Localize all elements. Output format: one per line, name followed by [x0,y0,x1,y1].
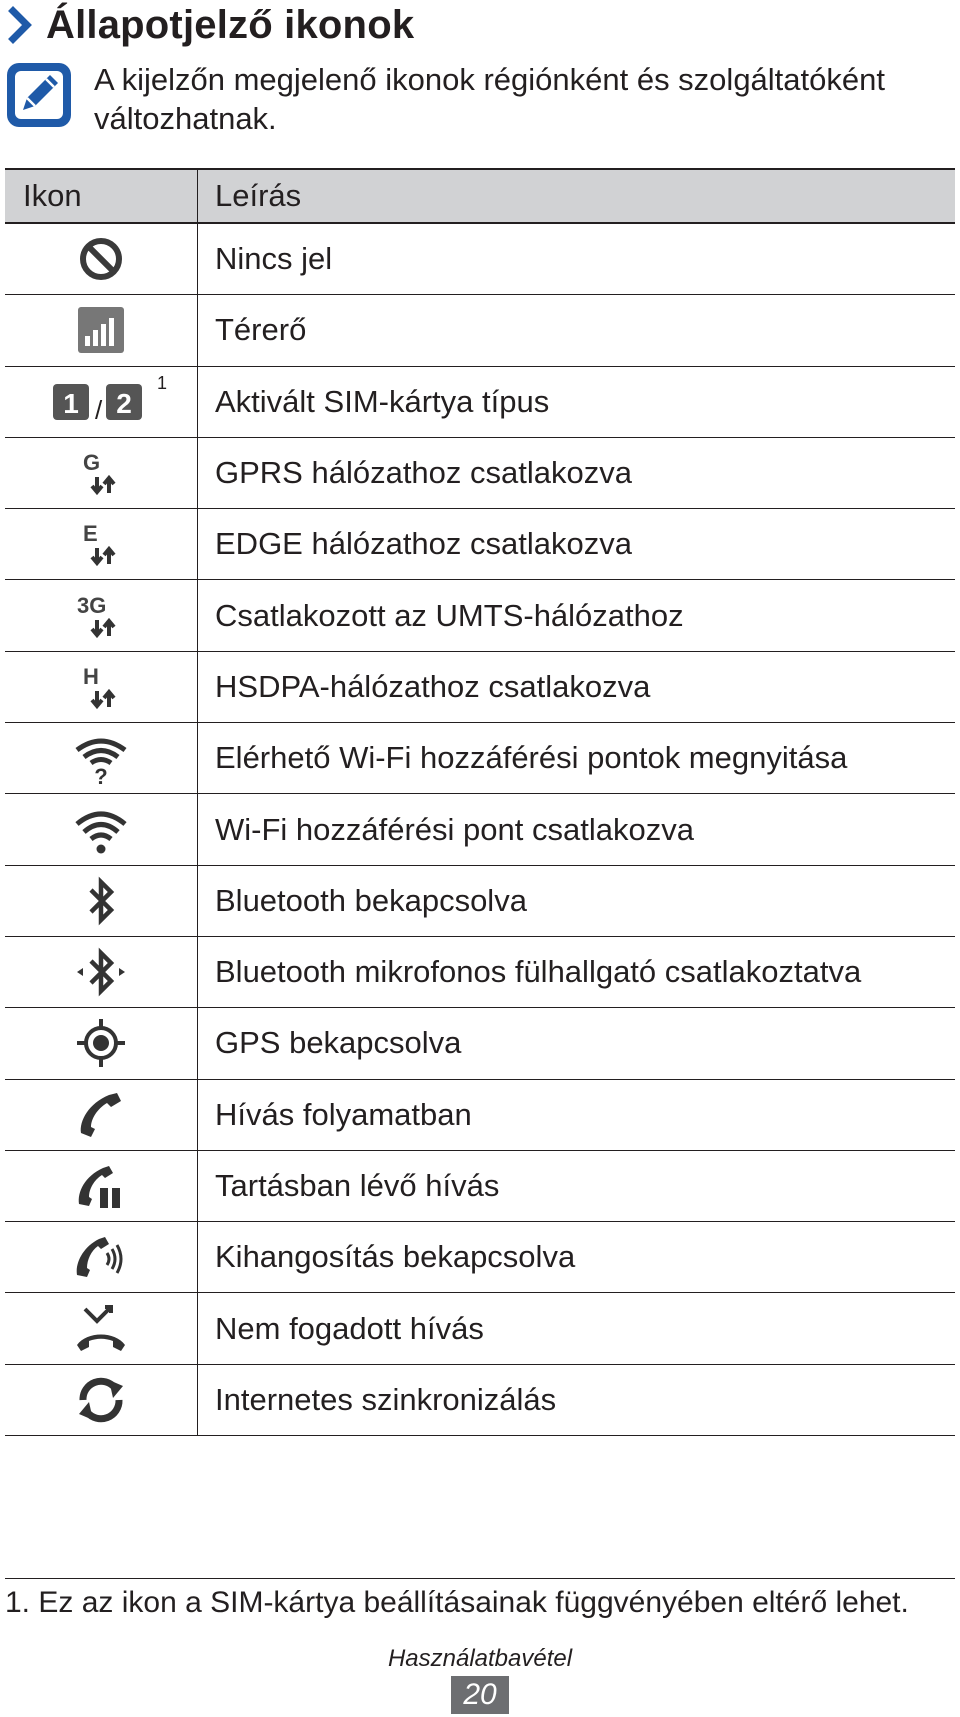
chevron-right-icon [8,5,36,45]
footnote-ref: 1 [157,372,168,393]
table-row [5,1293,955,1364]
table-row [5,580,955,651]
row-description: Csatlakozott az UMTS-hálózathoz [215,597,684,633]
table-row [5,866,955,937]
svg-text:?: ? [94,764,108,787]
section-name: Használatbavétel [387,1645,573,1672]
table-header [5,168,955,224]
svg-text:E: E [83,521,98,547]
row-description: Nincs jel [215,241,333,277]
row-description: EDGE hálózathoz csatlakozva [215,526,632,562]
page-title: Állapotjelző ikonok [46,2,415,47]
wifi-available-icon [73,730,129,786]
row-description: Elérhető Wi-Fi hozzáférési pontok megnyitása [215,740,848,776]
table-row [5,794,955,865]
svg-text:3G: 3G [77,592,107,618]
row-description: Bluetooth mikrofonos fülhallgató csatlakoztatva [215,954,862,990]
row-description: Bluetooth bekapcsolva [215,882,527,918]
wifi-connected-icon [73,802,129,858]
svg-text:2: 2 [116,387,133,419]
row-description: GPS bekapcsolva [215,1025,462,1061]
missed-call-icon [73,1301,129,1357]
row-description: Kihangosítás bekapcsolva [215,1239,576,1275]
table-row [5,723,955,794]
sim-2-icon [104,382,144,422]
call-in-progress-icon [73,1087,129,1143]
table-row [5,367,955,438]
svg-text:H: H [83,663,99,689]
footnote-divider [5,1578,955,1579]
gps-icon [73,1015,129,1071]
table-row [5,1365,955,1436]
note-block [4,60,944,138]
sim-1-icon [51,382,91,422]
gprs-icon [73,445,129,501]
row-description: HSDPA-hálózathoz csatlakozva [215,668,651,704]
note-text: A kijelzőn megjelenő ikonok régiónként és szolgáltatóként változhatnak. [94,62,885,136]
umts-3g-icon [73,588,129,644]
sim-separator: / [95,395,103,426]
bluetooth-icon [73,873,129,929]
page-number: 20 [451,1676,509,1714]
header-desc-column: Leírás [215,178,302,213]
svg-text:G: G [83,450,101,476]
hsdpa-icon [73,659,129,715]
signal-strength-icon [73,302,129,358]
table-row [5,509,955,580]
table-row [5,1080,955,1151]
row-description: GPRS hálózathoz csatlakozva [215,455,632,491]
table-row [5,224,955,295]
table-row [5,1151,955,1222]
status-icons-table [5,168,955,1436]
note-pencil-icon [4,60,74,130]
row-description: Internetes szinkronizálás [215,1381,557,1417]
footnote: 1. Ez az ikon a SIM-kártya beállításainak függvényében eltérő lehet. [5,1586,909,1619]
row-description: Aktivált SIM-kártya típus [215,383,550,419]
row-description: Hívás folyamatban [215,1096,472,1132]
table-row [5,295,955,366]
svg-text:1: 1 [63,387,79,419]
row-description: Nem fogadott hívás [215,1310,484,1346]
table-row [5,652,955,723]
sync-icon [73,1372,129,1428]
table-row [5,1222,955,1293]
row-description: Tartásban lévő hívás [215,1168,500,1203]
call-on-hold-icon [73,1158,129,1214]
no-signal-icon [73,231,129,287]
table-row [5,937,955,1008]
section-heading [8,2,414,48]
edge-icon [73,516,129,572]
row-description: Wi-Fi hozzáférési pont csatlakozva [215,811,694,847]
bluetooth-headset-icon [73,944,129,1000]
header-icon-column: Ikon [5,170,198,222]
speakerphone-icon [73,1229,129,1285]
table-row [5,1008,955,1079]
table-row [5,438,955,509]
row-description: Térerő [215,312,307,348]
